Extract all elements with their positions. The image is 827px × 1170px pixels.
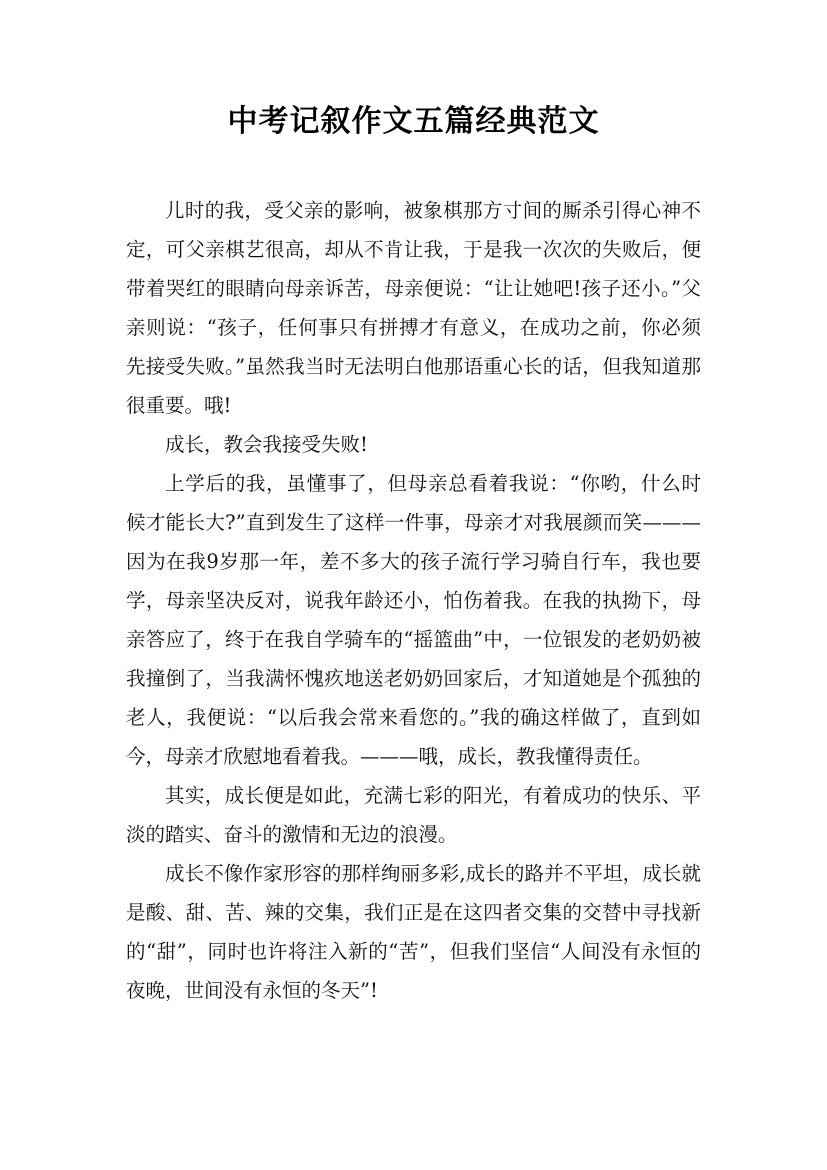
paragraph-4: 其实，成长便是如此，充满七彩的阳光，有着成功的快乐、平淡的踏实、奋斗的激情和无边的浪漫。 <box>126 784 701 846</box>
paragraph-2: 成长，教会我接受失败! <box>165 433 368 456</box>
document-body <box>126 191 701 1010</box>
paragraph-3: 上学后的我，虽懂事了，但母亲总看着我说：“你哟，什么时候才能长大?”直到发生了这样一件事，母亲才对我展颜而笑———因为在我9岁那一年，差不多大的孩子流行学习骑自行车，我也要学，母亲坚决反对，说我年龄还小，怕伤着我。在我的执拗下，母亲答应了，终于在我自学骑车的“摇篮曲”中，一位银发的老奶奶被我撞倒了，当我满怀愧疚地送老奶奶回家后，才知道她是个孤独的老人，我便说：“以后我会常来看您的。”我的确这样做了，直到如今，母亲才欣慰地看着我。———哦，成长，教我懂得责任。 <box>126 472 701 768</box>
paragraph-1: 儿时的我，受父亲的影响，被象棋那方寸间的厮杀引得心神不定，可父亲棋艺很高，却从不肯让我，于是我一次次的失败后，便带着哭红的眼睛向母亲诉苦，母亲便说：“让让她吧!孩子还小。”父亲则说：“孩子，任何事只有拼搏才有意义，在成功之前，你必须先接受失败。”虽然我当时无法明白他那语重心长的话，但我知道那很重要。哦! <box>126 199 701 417</box>
paragraph-5: 成长不像作家形容的那样绚丽多彩,成长的路并不平坦，成长就是酸、甜、苦、辣的交集，我们正是在这四者交集的交替中寻找新的“甜”，同时也许将注入新的“苦”，但我们坚信“人间没有永恒的夜晚，世间没有永恒的冬天”! <box>126 862 701 1002</box>
document-title: 中考记叙作文五篇经典范文 <box>227 104 600 139</box>
